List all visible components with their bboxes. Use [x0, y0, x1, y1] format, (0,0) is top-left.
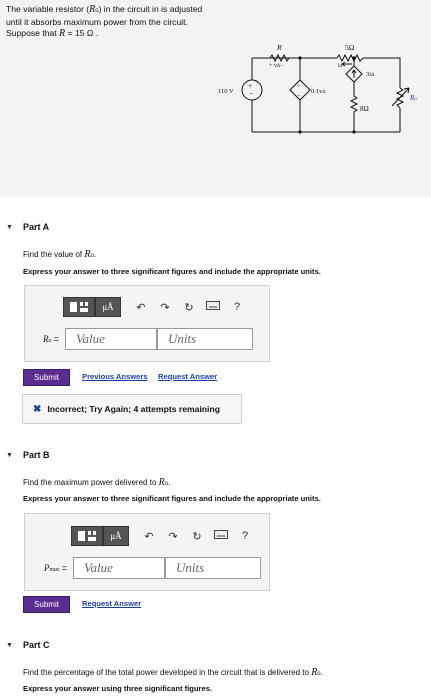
part-a-prompt: [23, 249, 96, 260]
value-input[interactable]: Value: [73, 557, 165, 579]
part-c-title: Part C: [22, 640, 50, 650]
collapse-triangle-icon[interactable]: ▼: [6, 223, 13, 231]
part-c-prompt-var: R: [311, 667, 318, 678]
help-icon[interactable]: ?: [233, 301, 241, 313]
templates-icon[interactable]: [63, 297, 95, 317]
resistor-8ohm-label: 8Ω: [360, 105, 369, 113]
part-c-prompt-pre: Find the percentage of the total power developed in the circuit that is delivered to: [23, 668, 312, 677]
source-plus-sign: +: [248, 81, 253, 90]
part-a-prompt-post: .: [93, 250, 97, 259]
circuit-diagram: [212, 36, 427, 136]
part-b-prompt-post: .: [168, 478, 171, 487]
part-b-prompt-sub: o: [164, 481, 169, 487]
part-b-answer-box: [24, 513, 270, 591]
problem-line2: until it absorbs maximum power from the circuit.: [6, 17, 188, 27]
part-a-submit-button[interactable]: Submit: [23, 369, 70, 386]
problem-statement: [0, 0, 431, 197]
part-a-prompt-var: R: [84, 249, 91, 260]
problem-var-sub: o: [95, 8, 99, 14]
part-a-answer-box: [24, 285, 270, 362]
voltage-source-label: 110 V: [218, 88, 234, 95]
part-a-toolbar: [63, 297, 249, 317]
dep-current-label: 3iΔ: [366, 71, 375, 78]
part-b-prompt-var: R: [158, 477, 165, 488]
feedback-message: [22, 394, 242, 424]
units-input[interactable]: Units: [165, 557, 261, 579]
part-b-prompt: [23, 477, 170, 488]
undo-icon[interactable]: ↶: [144, 530, 154, 543]
part-c-instruction: Express your answer using three significant figures.: [23, 684, 213, 693]
units-mu-icon[interactable]: μÅ: [95, 297, 121, 317]
problem-line3-var: R: [59, 28, 66, 39]
help-icon[interactable]: ?: [241, 530, 249, 542]
problem-text: [6, 4, 206, 39]
ro-label: Ro: [410, 94, 417, 102]
resistor-5ohm-label: 5Ω: [345, 43, 355, 52]
feedback-text: Incorrect; Try Again; 4 attempts remaining: [47, 404, 220, 414]
part-c-header[interactable]: [6, 640, 49, 650]
units-input[interactable]: Units: [157, 328, 253, 350]
part-b-title: Part B: [22, 450, 50, 460]
problem-line3-post: = 15 Ω .: [65, 28, 99, 38]
ro-var-sub: o: [48, 338, 52, 344]
previous-answers-link[interactable]: Previous Answers: [82, 372, 148, 381]
vdelta-label: + vΔ−: [269, 63, 284, 69]
units-mu-icon[interactable]: μÅ: [103, 526, 129, 546]
resistor-R-label: R: [277, 43, 282, 52]
part-a-request-answer-link[interactable]: Request Answer: [158, 372, 218, 381]
equals-sign: =: [53, 334, 59, 344]
part-c-prompt-sub: o: [317, 671, 321, 677]
part-a-prompt-pre: Find the value of: [23, 250, 85, 259]
ro-variable-label: [25, 334, 65, 344]
dep-source-plus: +: [297, 84, 301, 90]
part-a-title: Part A: [22, 222, 50, 232]
pmax-var-letter: P: [43, 563, 50, 573]
undo-icon[interactable]: ↶: [136, 301, 146, 314]
pmax-variable-label: [25, 563, 73, 573]
part-b-toolbar: [71, 526, 257, 546]
reset-icon[interactable]: ↻: [184, 301, 194, 314]
source-minus-sign: −: [249, 89, 254, 98]
value-input[interactable]: Value: [65, 328, 157, 350]
problem-line1-pre: The variable resistor (: [6, 4, 90, 14]
keyboard-icon[interactable]: [201, 301, 225, 313]
part-b-field-row: [25, 557, 261, 579]
templates-icon[interactable]: [71, 526, 103, 546]
ro-var-letter: R: [42, 334, 49, 344]
part-b-instruction: Express your answer to three significant figures and include the appropriate units.: [23, 494, 321, 503]
part-c-prompt-post: .: [320, 668, 323, 677]
pmax-var-sub: max: [49, 567, 60, 573]
idelta-label: iΔ: [338, 63, 343, 69]
part-b-header[interactable]: [6, 450, 49, 460]
incorrect-x-icon: ✖: [33, 403, 42, 415]
part-a-field-row: [25, 328, 253, 350]
equals-sign: =: [61, 563, 67, 573]
part-b-request-answer-link[interactable]: Request Answer: [82, 599, 142, 608]
collapse-triangle-icon[interactable]: ▼: [6, 451, 13, 459]
part-b-prompt-pre: Find the maximum power delivered to: [23, 478, 159, 487]
problem-var-R: R: [89, 4, 96, 15]
redo-icon[interactable]: ↷: [168, 530, 178, 543]
part-c-prompt: [23, 667, 323, 678]
part-a-header[interactable]: [6, 222, 49, 232]
redo-icon[interactable]: ↷: [160, 301, 170, 314]
problem-line1-post: ) in the circuit in is adjusted: [98, 4, 203, 14]
dep-voltage-label: 0.1vΔ: [311, 88, 326, 95]
collapse-triangle-icon[interactable]: ▼: [6, 641, 13, 649]
part-a-prompt-sub: o: [90, 253, 94, 259]
keyboard-icon[interactable]: [209, 530, 233, 542]
part-b-submit-button[interactable]: Submit: [23, 596, 70, 613]
part-a-instruction: Express your answer to three significant figures and include the appropriate units.: [23, 267, 321, 276]
problem-line3-pre: Suppose that: [6, 28, 60, 38]
reset-icon[interactable]: ↻: [192, 530, 202, 543]
dep-source-minus: −: [297, 93, 301, 99]
